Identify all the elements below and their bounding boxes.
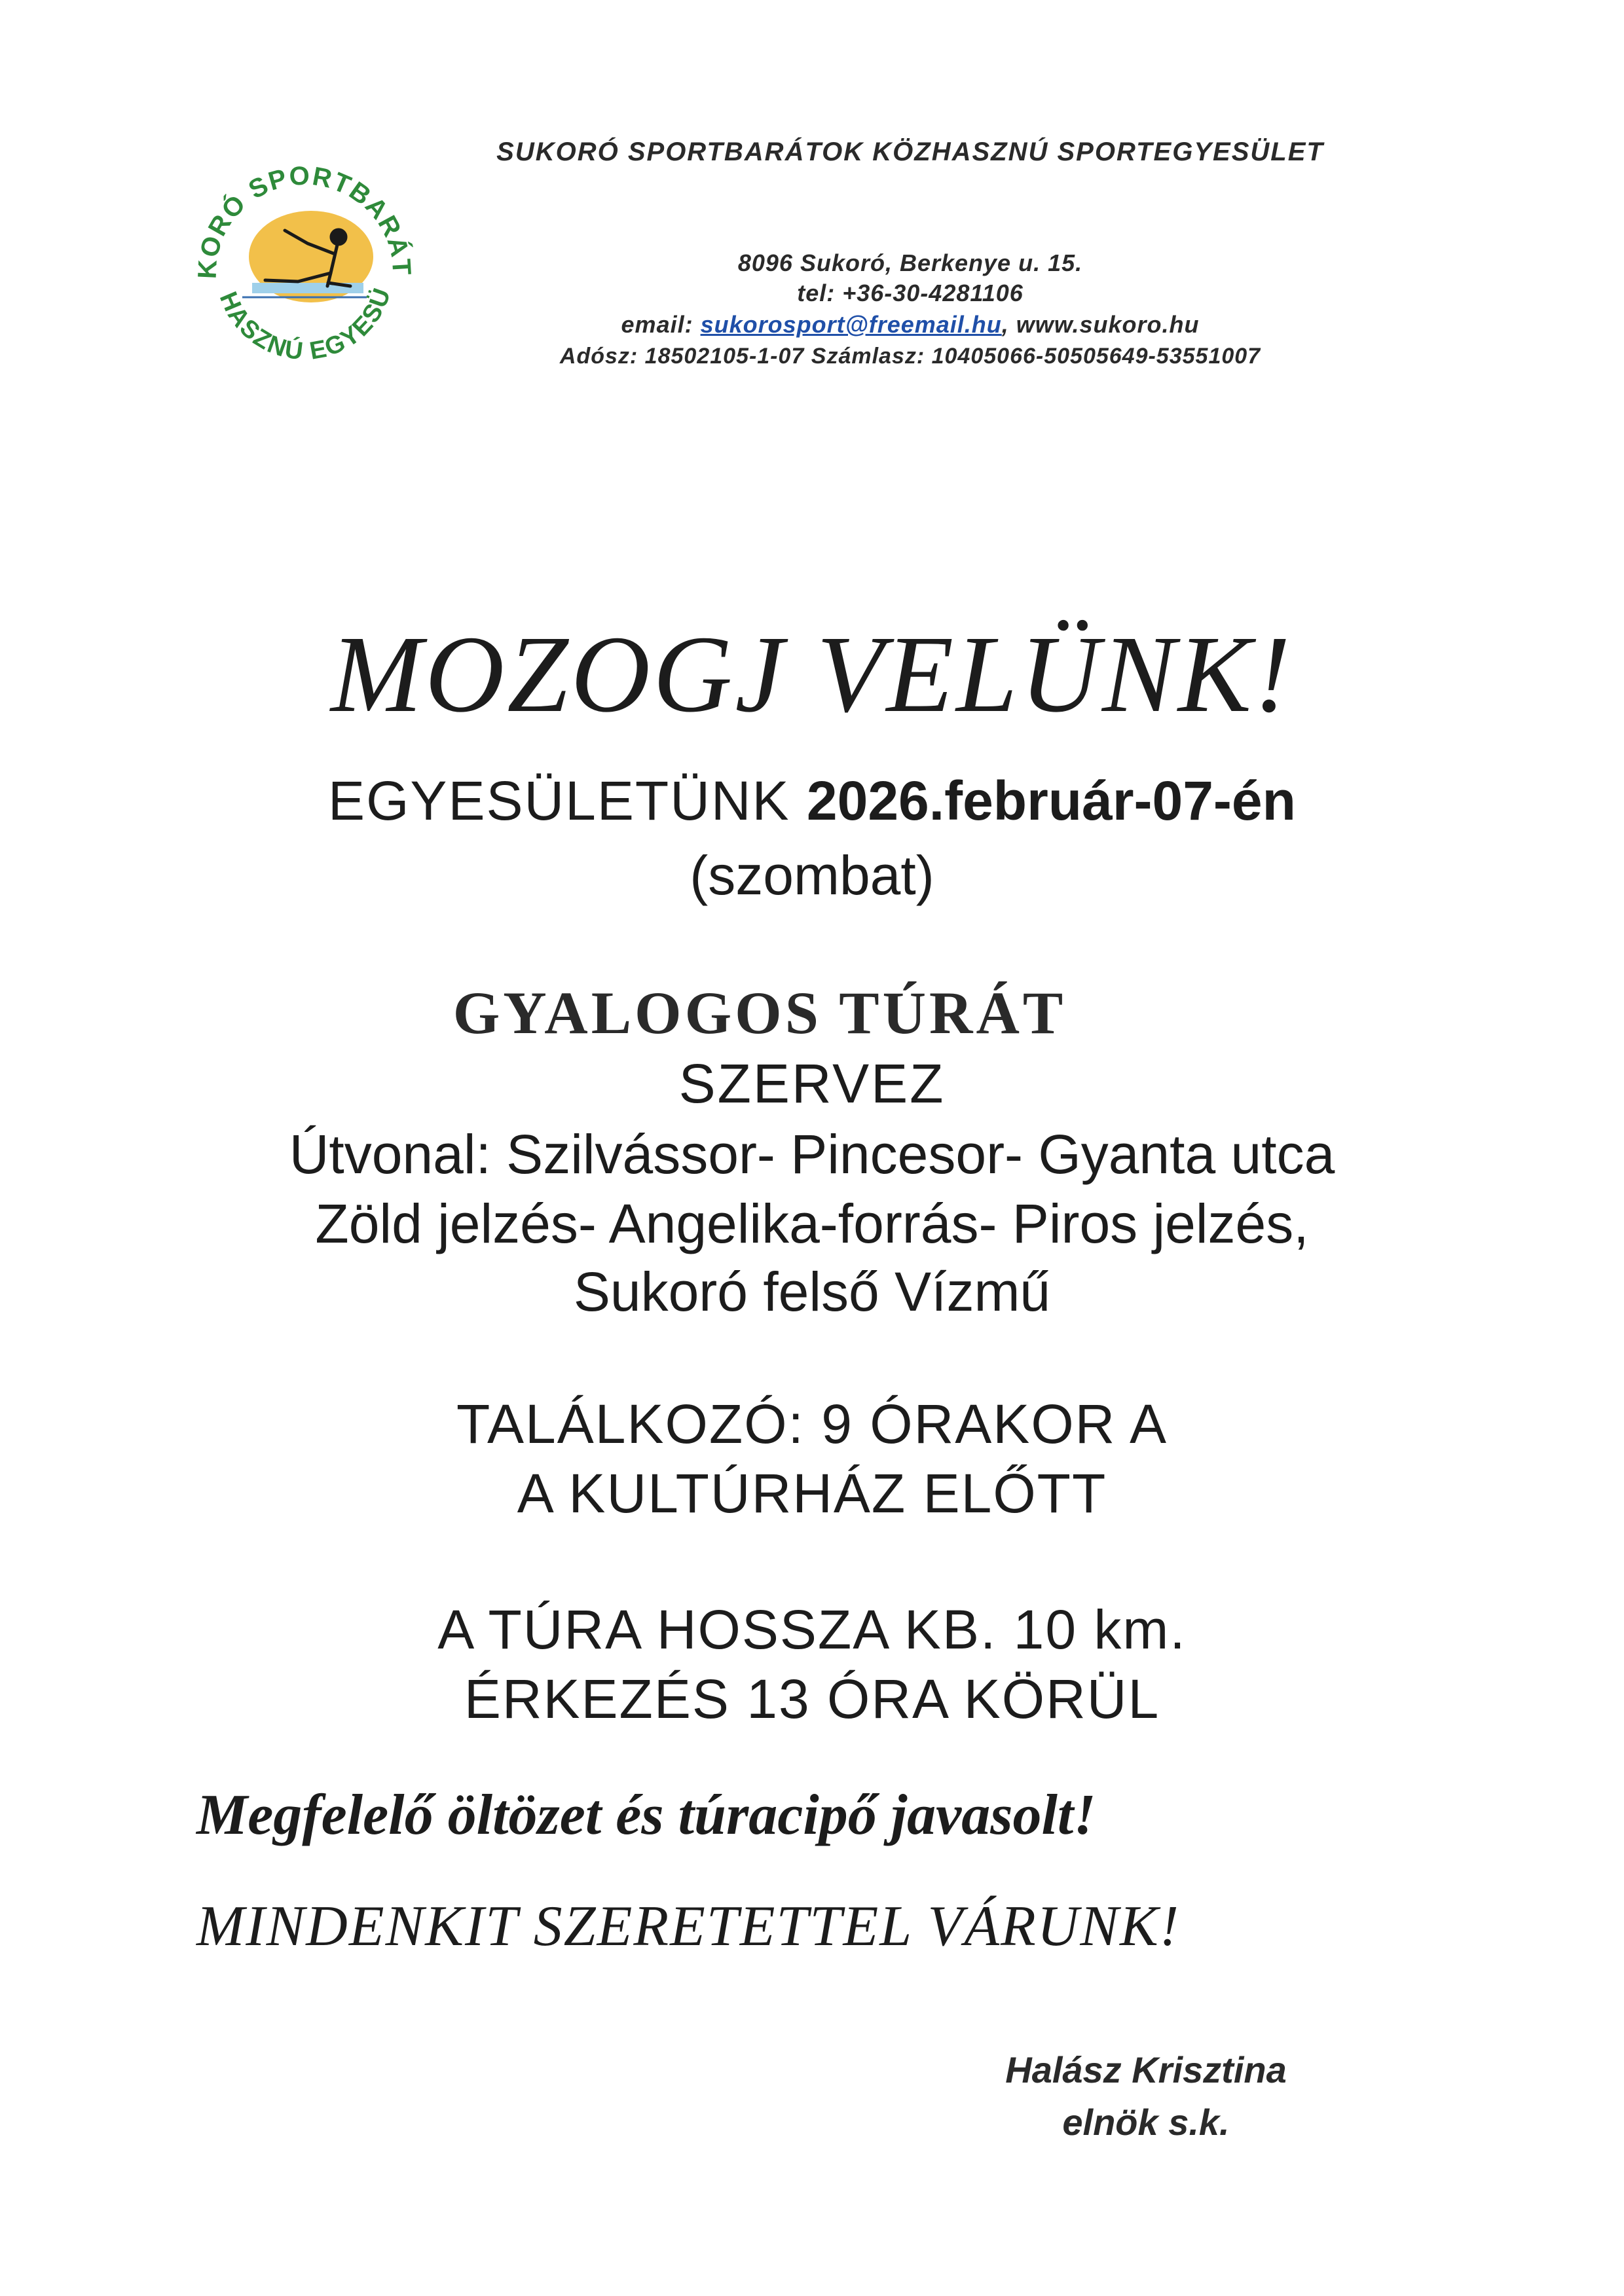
- organization-phone: tel: +36-30-4281106: [797, 280, 1024, 306]
- organization-name: SUKORÓ SPORTBARÁTOK KÖZHASZNÚ SPORTEGYESÜLET: [496, 137, 1324, 166]
- arrival-time: ÉRKEZÉS 13 ÓRA KÖRÜL: [464, 1668, 1160, 1730]
- route-line-2: Zöld jelzés- Angelika-forrás- Piros jelzés,: [315, 1193, 1309, 1254]
- club-logo-emblem: [187, 152, 422, 388]
- event-verb: SZERVEZ: [678, 1053, 946, 1114]
- signature-title: elnök s.k.: [1062, 2102, 1230, 2143]
- logo-arc-top-text: KORÓ SPORTBARÁT: [193, 161, 416, 280]
- route-line-1: Útvonal: Szilvássor- Pincesor- Gyanta utca: [289, 1123, 1335, 1185]
- clothing-advice: Megfelelő öltözet és túracipő javasolt!: [196, 1783, 1096, 1847]
- organization-contact: [458, 309, 1362, 340]
- route-line-3: Sukoró felső Vízmű: [573, 1261, 1051, 1322]
- organization-tax-line: Adósz: 18502105-1-07 Számlasz: 10405066-50505649-53551007: [559, 344, 1261, 369]
- meeting-place: A KULTÚRHÁZ ELŐTT: [517, 1463, 1107, 1524]
- event-date: 2026.február-07-én: [806, 770, 1296, 831]
- organization-address: 8096 Sukoró, Berkenye u. 15.: [737, 249, 1083, 276]
- club-logo: [187, 152, 422, 388]
- email-link[interactable]: sukorosport@freemail.hu: [700, 311, 1002, 338]
- logo-arc-bottom-text: HASZNÚ EGYESÜ: [213, 283, 397, 366]
- welcome-message: MINDENKIT SZERETETTEL VÁRUNK!: [196, 1895, 1181, 1958]
- event-date-line: [0, 765, 1624, 837]
- tour-length: A TÚRA HOSSZA KB. 10 km.: [437, 1599, 1187, 1660]
- date-prefix: EGYESÜLETÜNK: [328, 770, 807, 831]
- flyer-title: MOZOGJ VELÜNK!: [331, 613, 1293, 735]
- signature-name: Halász Krisztina: [1005, 2049, 1287, 2090]
- meeting-time: TALÁLKOZÓ: 9 ÓRAKOR A: [456, 1393, 1168, 1455]
- event-weekday: (szombat): [690, 845, 934, 906]
- website-text: , www.sukoro.hu: [1001, 311, 1200, 338]
- event-name: GYALOGOS TÚRÁT: [452, 979, 1067, 1046]
- email-label: email:: [621, 311, 701, 338]
